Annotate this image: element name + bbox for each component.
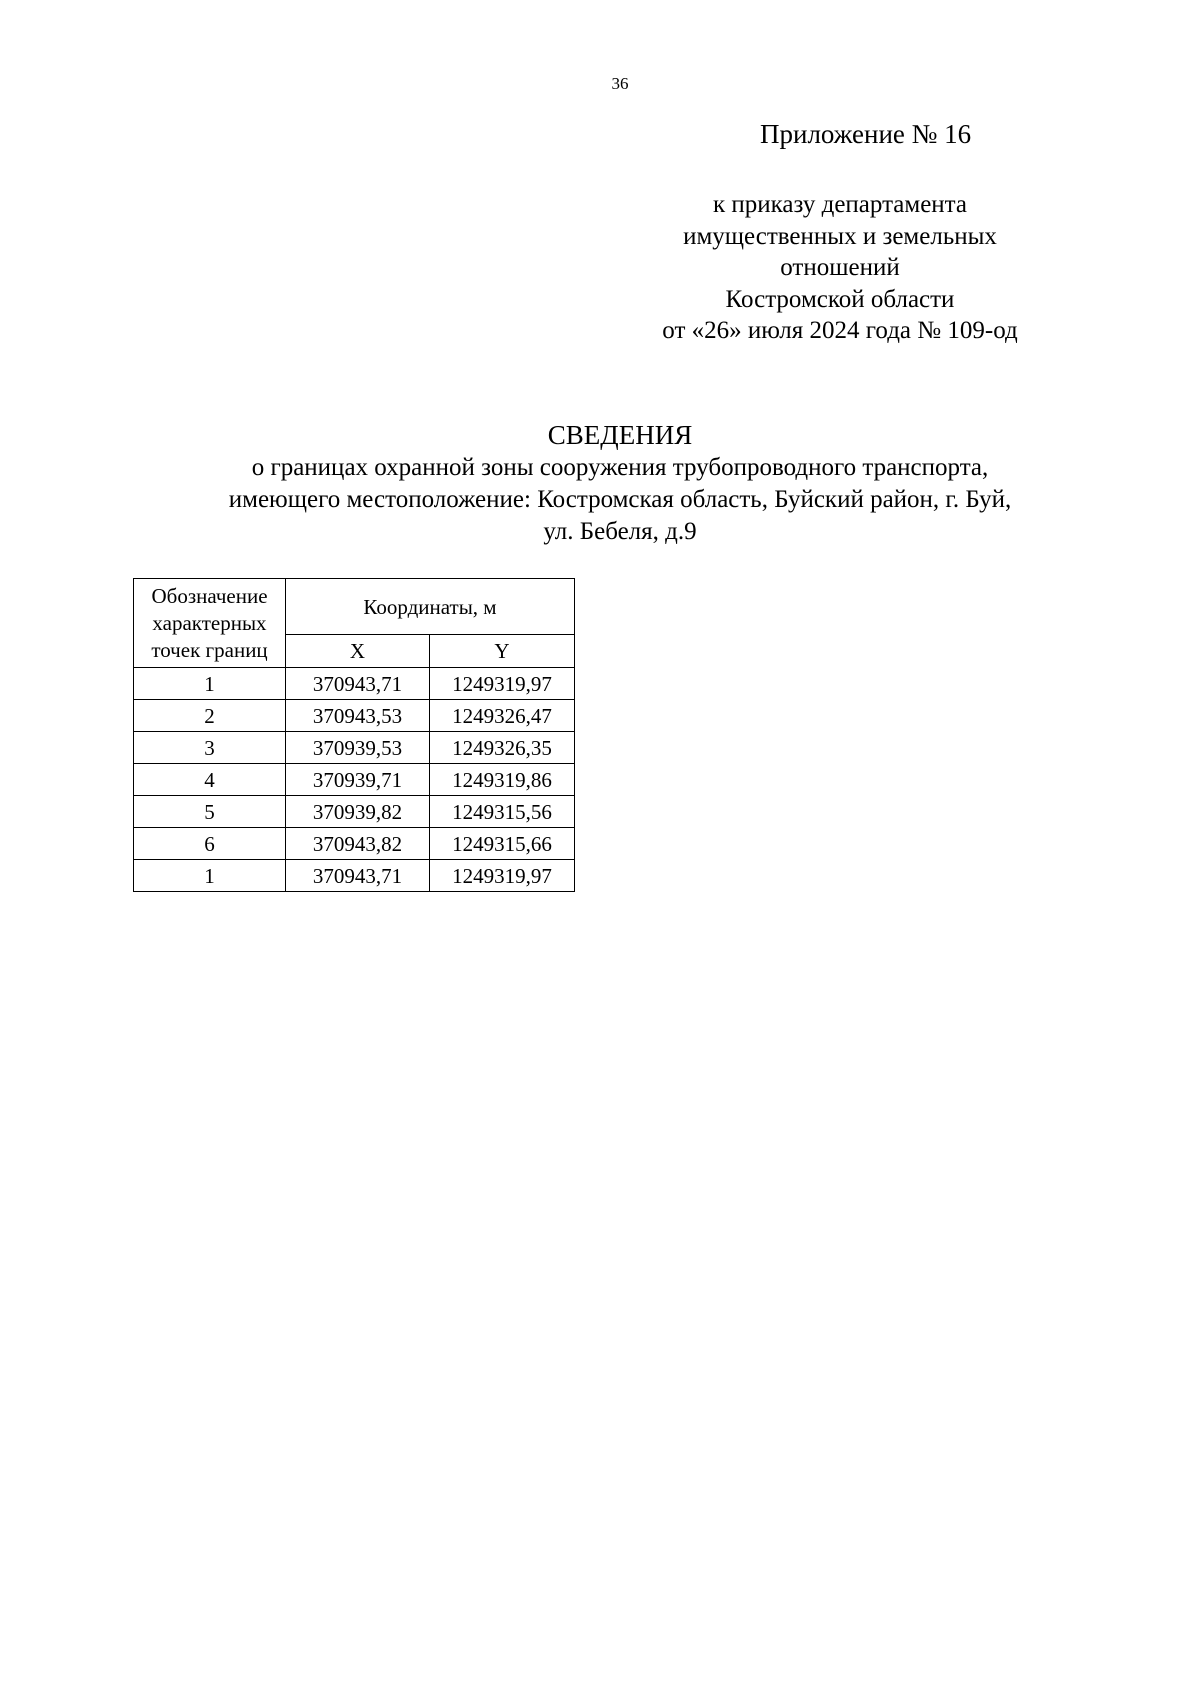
cell-x: 370943,71 — [286, 668, 430, 700]
table-row — [134, 700, 575, 732]
cell-x: 370943,53 — [286, 700, 430, 732]
appendix-reference — [620, 189, 1060, 347]
table-row — [134, 796, 575, 828]
appendix-ref-line: от «26» июля 2024 года № 109-од — [662, 317, 1018, 344]
cell-point: 1 — [134, 860, 286, 892]
header-y: Y — [430, 635, 575, 668]
cell-y: 1249319,97 — [430, 668, 575, 700]
table-row — [134, 732, 575, 764]
cell-point: 1 — [134, 668, 286, 700]
heading-title: СВЕДЕНИЯ — [547, 420, 693, 450]
table-row — [134, 860, 575, 892]
table-row — [134, 764, 575, 796]
appendix-title: Приложение № 16 — [760, 119, 972, 149]
appendix-ref-line: к приказу департамента — [712, 191, 968, 218]
cell-point: 5 — [134, 796, 286, 828]
cell-y: 1249326,47 — [430, 700, 575, 732]
cell-y: 1249319,97 — [430, 860, 575, 892]
cell-y: 1249326,35 — [430, 732, 575, 764]
header-x: X — [286, 635, 430, 668]
coordinates-table — [133, 578, 575, 892]
cell-point: 2 — [134, 700, 286, 732]
document-heading — [120, 418, 1120, 548]
cell-point: 3 — [134, 732, 286, 764]
heading-line: о границах охранной зоны сооружения трубопроводного транспорта, — [251, 454, 989, 481]
appendix-ref-line: отношений — [780, 254, 900, 281]
appendix-ref-line: Костромской области — [725, 285, 955, 313]
header-point-label: Обозначение характерных точек границ — [134, 579, 286, 668]
cell-y: 1249319,86 — [430, 764, 575, 796]
header-coordinates: Координаты, м — [286, 579, 575, 635]
cell-x: 370943,71 — [286, 860, 430, 892]
cell-y: 1249315,56 — [430, 796, 575, 828]
cell-x: 370939,82 — [286, 796, 430, 828]
appendix-ref-line: имущественных и земельных — [683, 222, 997, 250]
cell-x: 370939,71 — [286, 764, 430, 796]
cell-point: 6 — [134, 828, 286, 860]
cell-y: 1249315,66 — [430, 828, 575, 860]
heading-line: ул. Бебеля, д.9 — [543, 518, 697, 545]
cell-x: 370943,82 — [286, 828, 430, 860]
heading-line: имеющего местоположение: Костромская область, Буйский район, г. Буй, — [228, 486, 1012, 513]
table-row — [134, 668, 575, 700]
page-number: 36 — [611, 74, 629, 93]
cell-x: 370939,53 — [286, 732, 430, 764]
cell-point: 4 — [134, 764, 286, 796]
table-row — [134, 828, 575, 860]
